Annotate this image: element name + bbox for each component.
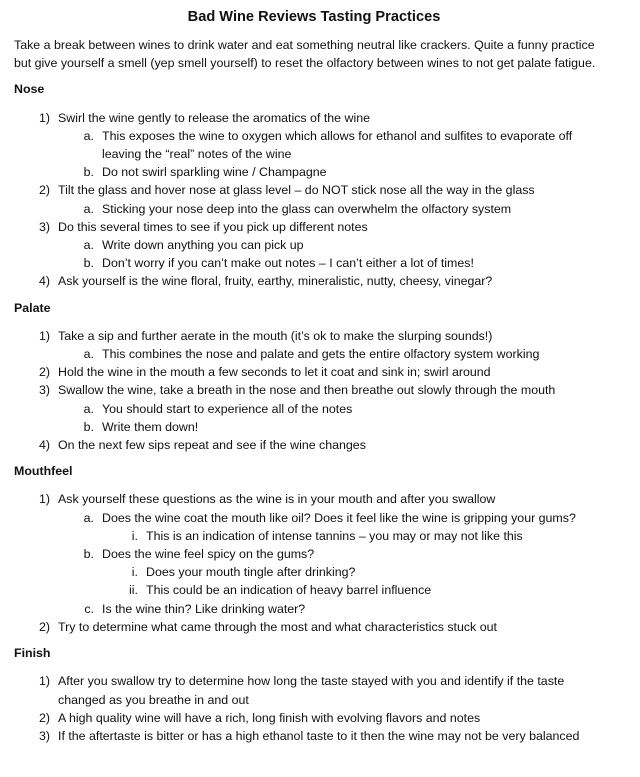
section-heading: Finish xyxy=(14,646,51,661)
list-item xyxy=(14,672,614,708)
list-marker: a. xyxy=(83,128,94,143)
list-marker: 2) xyxy=(38,619,50,634)
list-item-text: Does the wine feel spicy on the gums? xyxy=(102,547,315,562)
list-marker: ii. xyxy=(129,583,138,598)
list-marker: 1) xyxy=(38,674,50,689)
section-mouthfeel xyxy=(14,462,614,636)
list-item-text: After you swallow try to determine how long the taste stayed with you and identify if the taste changed as you breathe in and out xyxy=(58,674,565,707)
list-level-3 xyxy=(58,527,614,545)
list-marker: 3) xyxy=(38,219,50,234)
list-level-2 xyxy=(14,200,614,218)
list-item xyxy=(102,563,614,581)
list-marker: a. xyxy=(83,201,94,216)
list-marker: b. xyxy=(83,256,94,271)
list-marker: 1) xyxy=(38,110,50,125)
list-item-text: Tilt the glass and hover nose at glass level – do NOT stick nose all the way in the glass xyxy=(58,183,535,198)
list-level-2 xyxy=(14,509,614,618)
list-level-2 xyxy=(14,345,614,363)
list-item xyxy=(14,218,614,273)
list-item-text: Does your mouth tingle after drinking? xyxy=(146,565,356,580)
list-level-1 xyxy=(14,490,614,636)
list-item xyxy=(14,490,614,617)
list-marker: b. xyxy=(83,419,94,434)
list-level-2 xyxy=(14,236,614,272)
document-page xyxy=(14,6,614,745)
list-marker: 3) xyxy=(38,728,50,743)
list-marker: 2) xyxy=(38,365,50,380)
section-heading: Nose xyxy=(14,82,45,97)
list-marker: 1) xyxy=(38,328,50,343)
list-item-text: This is an indication of intense tannins – you may or may not like this xyxy=(146,528,523,543)
list-item xyxy=(58,163,614,181)
list-item-text: Swirl the wine gently to release the aromatics of the wine xyxy=(58,110,370,125)
list-marker: a. xyxy=(83,347,94,362)
list-item-text: You should start to experience all of the notes xyxy=(102,401,353,416)
list-marker: a. xyxy=(83,238,94,253)
list-item xyxy=(58,600,614,618)
list-marker: 3) xyxy=(38,383,50,398)
list-item xyxy=(58,200,614,218)
list-item-text: Does the wine coat the mouth like oil? Does it feel like the wine is gripping your gums? xyxy=(102,510,576,525)
section-palate xyxy=(14,299,614,455)
list-item-text: Hold the wine in the mouth a few seconds to let it coat and sink in; swirl around xyxy=(58,365,491,380)
list-marker: b. xyxy=(83,165,94,180)
list-item xyxy=(58,509,614,545)
list-item xyxy=(58,418,614,436)
list-level-1 xyxy=(14,327,614,454)
list-marker: b. xyxy=(83,547,94,562)
list-level-3 xyxy=(58,563,614,599)
list-item-text: Ask yourself is the wine floral, fruity, earthy, mineralistic, nutty, cheesy, vinegar? xyxy=(58,274,493,289)
list-item xyxy=(58,127,614,163)
list-item xyxy=(58,254,614,272)
list-item-text: Do this several times to see if you pick up different notes xyxy=(58,219,368,234)
list-item-text: Write them down! xyxy=(102,419,199,434)
list-item xyxy=(14,727,614,745)
list-item xyxy=(14,109,614,182)
list-item xyxy=(102,527,614,545)
list-item-text: Swallow the wine, take a breath in the nose and then breathe out slowly through the mouth xyxy=(58,383,556,398)
list-item xyxy=(14,618,614,636)
list-item-text: A high quality wine will have a rich, long finish with evolving flavors and notes xyxy=(58,710,481,725)
list-marker: 2) xyxy=(38,710,50,725)
intro-paragraph: Take a break between wines to drink water and eat something neutral like crackers. Quite a funny practice but give yourself a smell (yep smell yourself) to reset the olfactory between wines to not get palate fatigue. xyxy=(14,38,596,71)
list-item-text: Try to determine what came through the most and what characteristics stuck out xyxy=(58,619,497,634)
list-level-2 xyxy=(14,400,614,436)
list-level-1 xyxy=(14,109,614,291)
list-item-text: Do not swirl sparkling wine / Champagne xyxy=(102,165,327,180)
list-item-text: Sticking your nose deep into the glass can overwhelm the olfactory system xyxy=(102,201,512,216)
list-item-text: On the next few sips repeat and see if the wine changes xyxy=(58,438,366,453)
list-item xyxy=(14,381,614,436)
list-item-text: Don’t worry if you can’t make out notes – I can’t either a lot of times! xyxy=(102,256,474,271)
list-marker: a. xyxy=(83,401,94,416)
document-title: Bad Wine Reviews Tasting Practices xyxy=(187,9,441,25)
list-item-text: This exposes the wine to oxygen which allows for ethanol and sulfites to evaporate off leaving the “real” notes of the wine xyxy=(102,128,573,162)
list-marker: 1) xyxy=(38,492,50,507)
list-marker: 4) xyxy=(38,438,50,453)
list-level-2 xyxy=(14,127,614,182)
list-item-text: Is the wine thin? Like drinking water? xyxy=(102,601,306,616)
list-item xyxy=(14,709,614,727)
list-marker: c. xyxy=(84,601,94,616)
list-marker: 2) xyxy=(38,183,50,198)
list-item xyxy=(58,400,614,418)
section-heading: Palate xyxy=(14,300,51,315)
section-heading: Mouthfeel xyxy=(14,464,73,479)
list-item xyxy=(14,327,614,363)
list-item-text: If the aftertaste is bitter or has a high ethanol taste to it then the wine may not be very balanced xyxy=(58,728,580,743)
list-item-text: This could be an indication of heavy barrel influence xyxy=(146,583,432,598)
list-marker: i. xyxy=(131,528,138,543)
sections-container xyxy=(14,80,614,745)
list-item xyxy=(58,545,614,600)
section-finish xyxy=(14,644,614,745)
list-item xyxy=(58,345,614,363)
list-item-text: Ask yourself these questions as the wine is in your mouth and after you swallow xyxy=(58,492,496,507)
list-marker: a. xyxy=(83,510,94,525)
section-nose xyxy=(14,80,614,290)
list-item xyxy=(14,436,614,454)
list-item xyxy=(14,363,614,381)
list-item xyxy=(14,181,614,217)
list-level-1 xyxy=(14,672,614,745)
list-item-text: Take a sip and further aerate in the mouth (it’s ok to make the slurping sounds!) xyxy=(58,328,493,343)
list-item-text: Write down anything you can pick up xyxy=(102,238,304,253)
list-marker: 4) xyxy=(38,274,50,289)
list-item-text: This combines the nose and palate and gets the entire olfactory system working xyxy=(102,347,540,362)
list-marker: i. xyxy=(131,565,138,580)
list-item xyxy=(14,272,614,290)
list-item xyxy=(58,236,614,254)
list-item xyxy=(102,581,614,599)
